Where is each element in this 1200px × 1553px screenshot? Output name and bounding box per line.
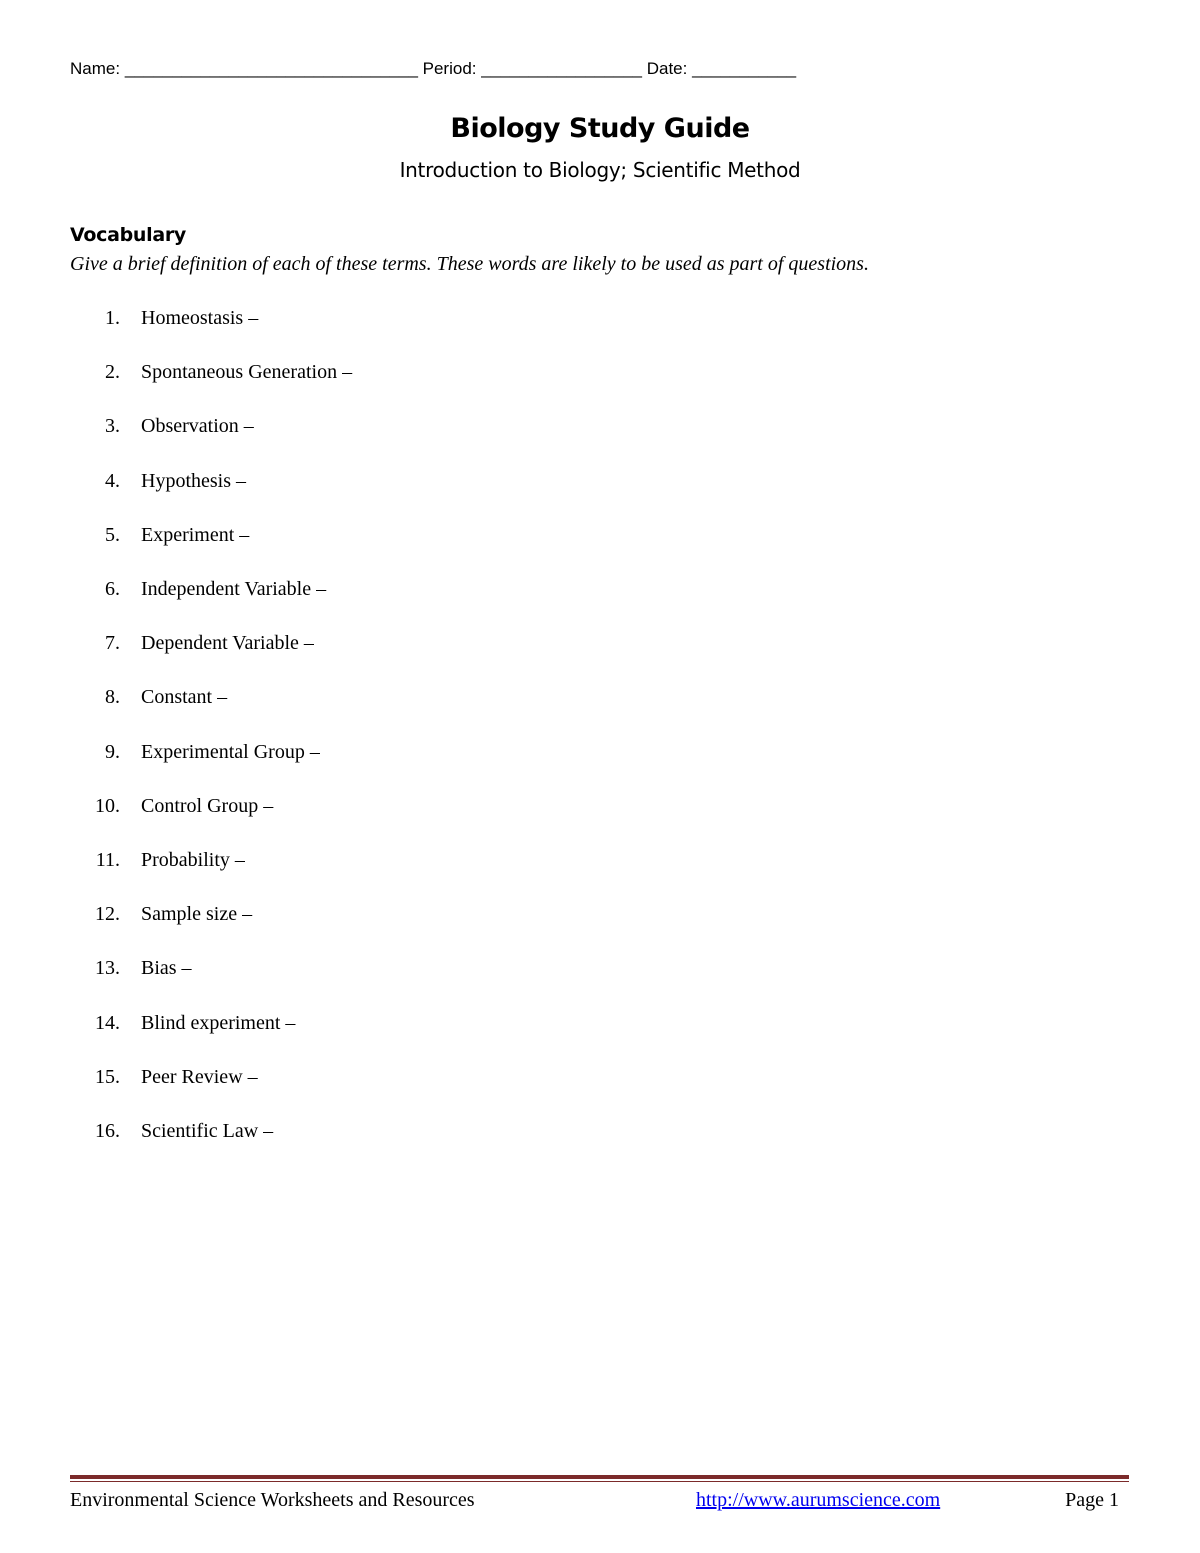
vocabulary-item bbox=[0, 903, 900, 931]
vocabulary-item bbox=[0, 361, 900, 389]
vocabulary-item-term: Constant – bbox=[141, 686, 228, 708]
vocabulary-item bbox=[0, 686, 900, 714]
vocabulary-item-term: Spontaneous Generation – bbox=[141, 361, 353, 383]
vocabulary-item-term: Peer Review – bbox=[141, 1066, 258, 1088]
vocabulary-item-term: Probability – bbox=[141, 849, 245, 871]
vocabulary-item-number: 16. bbox=[95, 1120, 120, 1142]
vocabulary-item bbox=[0, 849, 900, 877]
name-label: Name: bbox=[70, 59, 121, 78]
vocabulary-item-term: Bias – bbox=[141, 957, 192, 979]
period-label: Period: bbox=[422, 59, 477, 78]
page-title: Biology Study Guide bbox=[450, 113, 750, 144]
vocabulary-item-number: 9. bbox=[105, 741, 120, 763]
vocabulary-item-term: Scientific Law – bbox=[141, 1120, 274, 1142]
date-label: Date: bbox=[646, 59, 688, 78]
vocabulary-instructions: Give a brief definition of each of these terms. These words are likely to be used as part of questions. bbox=[70, 253, 869, 275]
vocabulary-item-number: 7. bbox=[105, 632, 120, 654]
vocabulary-item-term: Dependent Variable – bbox=[141, 632, 314, 654]
name-blank: _______________________________ bbox=[124, 59, 418, 78]
vocabulary-item bbox=[0, 795, 900, 823]
vocabulary-item-term: Experimental Group – bbox=[141, 741, 320, 763]
vocabulary-item-term: Homeostasis – bbox=[141, 307, 259, 329]
vocabulary-item-number: 6. bbox=[105, 578, 120, 600]
vocabulary-item bbox=[0, 524, 900, 552]
vocabulary-item-number: 14. bbox=[95, 1012, 120, 1034]
vocabulary-item-number: 10. bbox=[95, 795, 120, 817]
vocabulary-item-term: Blind experiment – bbox=[141, 1012, 296, 1034]
vocabulary-item-term: Experiment – bbox=[141, 524, 250, 546]
footer-rule bbox=[70, 1475, 1129, 1479]
vocabulary-item-number: 8. bbox=[105, 686, 120, 708]
date-blank: ___________ bbox=[692, 59, 797, 78]
vocabulary-item-term: Observation – bbox=[141, 415, 254, 437]
vocabulary-item bbox=[0, 578, 900, 606]
vocabulary-item-number: 13. bbox=[95, 957, 120, 979]
footer-website-link[interactable]: http://www.aurumscience.com bbox=[696, 1489, 941, 1511]
vocabulary-item-number: 4. bbox=[105, 470, 120, 492]
vocabulary-item bbox=[0, 415, 900, 443]
vocabulary-item-term: Hypothesis – bbox=[141, 470, 246, 492]
period-blank: _________________ bbox=[481, 59, 642, 78]
student-info-line bbox=[70, 59, 796, 79]
vocabulary-item bbox=[0, 307, 900, 335]
vocabulary-item-number: 1. bbox=[105, 307, 120, 329]
vocabulary-item bbox=[0, 470, 900, 498]
vocabulary-heading: Vocabulary bbox=[70, 224, 187, 246]
vocabulary-item bbox=[0, 741, 900, 769]
page-number: Page 1 bbox=[1065, 1489, 1119, 1511]
vocabulary-item-term: Independent Variable – bbox=[141, 578, 327, 600]
footer-source-text: Environmental Science Worksheets and Resources bbox=[70, 1489, 475, 1511]
vocabulary-item-number: 5. bbox=[105, 524, 120, 546]
vocabulary-item-term: Sample size – bbox=[141, 903, 253, 925]
vocabulary-item-number: 15. bbox=[95, 1066, 120, 1088]
vocabulary-item bbox=[0, 1066, 900, 1094]
vocabulary-item bbox=[0, 1012, 900, 1040]
page-subtitle: Introduction to Biology; Scientific Method bbox=[399, 158, 801, 182]
vocabulary-item-number: 12. bbox=[95, 903, 120, 925]
vocabulary-item bbox=[0, 632, 900, 660]
vocabulary-item-number: 2. bbox=[105, 361, 120, 383]
vocabulary-item bbox=[0, 1120, 900, 1148]
footer-rule-thin bbox=[70, 1481, 1129, 1482]
vocabulary-item-term: Control Group – bbox=[141, 795, 274, 817]
vocabulary-item bbox=[0, 957, 900, 985]
vocabulary-item-number: 3. bbox=[105, 415, 120, 437]
vocabulary-item-number: 11. bbox=[95, 849, 120, 871]
